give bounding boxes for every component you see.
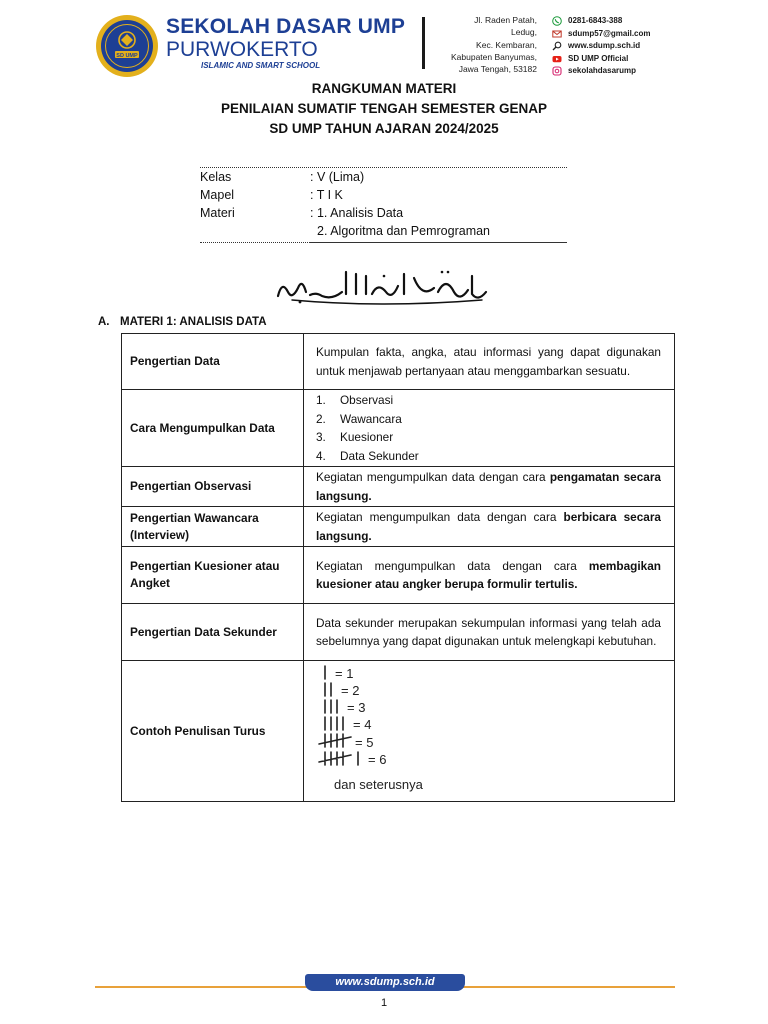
list-number: 1. bbox=[316, 393, 326, 407]
info-value: : 1. Analisis Data bbox=[310, 206, 404, 220]
row-value bbox=[304, 547, 675, 604]
row-value: Data sekunder merupakan sekumpulan informasi yang telah ada sebelumnya yang dapat digunakan untuk melengkapi kebutuhan. bbox=[304, 604, 675, 661]
list-text: Kuesioner bbox=[340, 430, 394, 444]
info-label: Materi bbox=[200, 206, 235, 220]
info-mapel bbox=[200, 188, 343, 202]
row-value: Kumpulan fakta, angka, atau informasi yang dapat digunakan untuk menjawab pertanyaan atau menggambarkan sesuatu. bbox=[304, 334, 675, 390]
table-row bbox=[122, 547, 675, 604]
school-logo bbox=[95, 14, 159, 78]
row-value bbox=[304, 390, 675, 467]
address-line: Ledug, bbox=[511, 27, 537, 38]
row-value bbox=[304, 467, 675, 507]
list-item bbox=[316, 410, 661, 429]
list-item bbox=[316, 428, 661, 447]
contact-text: 0281-6843-388 bbox=[568, 16, 623, 25]
tally-footer: dan seterusnya bbox=[334, 777, 423, 792]
address-line: Kec. Kembaran, bbox=[476, 39, 537, 50]
basmalah-calligraphy bbox=[272, 262, 494, 308]
row-text-bold: berbicara secara langsung. bbox=[316, 510, 661, 543]
info-value: : T I K bbox=[310, 188, 343, 202]
address-line: Jl. Raden Patah, bbox=[474, 15, 537, 25]
contact-email bbox=[552, 28, 651, 41]
tally-label: = 2 bbox=[341, 683, 360, 698]
row-text-bold: pengamatan secara langsung. bbox=[316, 470, 661, 503]
tally-label: = 3 bbox=[347, 700, 366, 715]
info-materi-cont bbox=[317, 224, 490, 238]
row-text-bold: membagikan kuesioner atau angker berupa formulir tertulis. bbox=[316, 558, 661, 591]
table-row bbox=[122, 467, 675, 507]
row-label: Pengertian Wawancara (Interview) bbox=[122, 507, 304, 547]
table-row bbox=[122, 507, 675, 547]
table-row bbox=[122, 661, 675, 802]
contact-phone bbox=[552, 15, 651, 28]
contact-instagram bbox=[552, 65, 651, 78]
table-row bbox=[122, 390, 675, 467]
school-city: PURWOKERTO bbox=[166, 38, 318, 61]
school-name: SEKOLAH DASAR UMP bbox=[166, 15, 406, 38]
contact-text: SD UMP Official bbox=[568, 53, 629, 63]
email-icon bbox=[552, 29, 562, 39]
row-label: Pengertian Data bbox=[122, 334, 304, 390]
row-label: Pengertian Kuesioner atau Angket bbox=[122, 547, 304, 604]
contact-youtube bbox=[552, 53, 651, 66]
info-value: : V (Lima) bbox=[310, 170, 365, 184]
info-bottom-rule bbox=[310, 242, 567, 243]
contact-website bbox=[552, 40, 651, 53]
youtube-icon bbox=[552, 54, 562, 64]
list-number: 3. bbox=[316, 430, 326, 444]
row-text: Kegiatan mengumpulkan data dengan cara bbox=[316, 470, 546, 484]
list-text: Wawancara bbox=[340, 411, 402, 426]
list-number: 2. bbox=[316, 411, 326, 426]
row-value bbox=[304, 507, 675, 547]
row-label: Pengertian Observasi bbox=[122, 467, 304, 507]
info-value: 2. Algoritma dan Pemrograman bbox=[317, 224, 491, 238]
tally-label: = 4 bbox=[353, 717, 372, 732]
logo-text: SD UMP bbox=[116, 53, 138, 59]
list-item bbox=[316, 391, 661, 410]
contact-text: sdump57@gmail.com bbox=[568, 28, 651, 38]
row-text: Kegiatan mengumpulkan data dengan cara bbox=[316, 510, 557, 524]
phone-icon bbox=[552, 16, 562, 26]
doc-title-line3: SD UMP TAHUN AJARAN 2024/2025 bbox=[269, 121, 499, 136]
address-line: Jawa Tengah, 53182 bbox=[458, 64, 537, 75]
info-label: Kelas bbox=[200, 170, 232, 184]
section-title: MATERI 1: ANALISIS DATA bbox=[120, 316, 267, 328]
info-top-rule bbox=[200, 167, 567, 168]
doc-title-line2: PENILAIAN SUMATIF TENGAH SEMESTER GENAP bbox=[220, 101, 548, 116]
address-line: Kabupaten Banyumas, bbox=[450, 51, 537, 62]
list-text: Observasi bbox=[340, 393, 394, 407]
list-item bbox=[316, 447, 661, 466]
tally-marks-illustration bbox=[304, 661, 674, 801]
info-kelas bbox=[200, 170, 364, 184]
school-address bbox=[425, 14, 537, 75]
row-label: Cara Mengumpulkan Data bbox=[122, 390, 304, 467]
page-number: 1 bbox=[380, 997, 388, 1009]
row-text: Kegiatan mengumpulkan data dengan cara bbox=[316, 558, 577, 573]
info-bottom-rule-dotted bbox=[200, 242, 310, 243]
tally-label: = 1 bbox=[335, 666, 354, 681]
contact-text: sekolahdasarump bbox=[568, 66, 637, 75]
tally-label: = 5 bbox=[355, 735, 374, 750]
materi-table bbox=[121, 333, 675, 802]
info-materi bbox=[200, 206, 403, 220]
school-tagline: ISLAMIC AND SMART SCHOOL bbox=[201, 61, 321, 70]
doc-title-line1: RANGKUMAN MATERI bbox=[311, 81, 457, 96]
tally-label: = 6 bbox=[368, 752, 387, 767]
list-number: 4. bbox=[316, 448, 326, 463]
row-label: Pengertian Data Sekunder bbox=[122, 604, 304, 661]
search-icon bbox=[552, 41, 562, 51]
section-letter: A. bbox=[98, 316, 110, 328]
contact-list bbox=[552, 15, 651, 78]
row-label: Contoh Penulisan Turus bbox=[122, 661, 304, 802]
section-heading bbox=[98, 316, 267, 328]
footer-website[interactable]: www.sdump.sch.id bbox=[305, 974, 465, 991]
list-text: Data Sekunder bbox=[340, 448, 419, 463]
instagram-icon bbox=[552, 66, 562, 76]
table-row bbox=[122, 604, 675, 661]
data-collection-list bbox=[316, 391, 661, 465]
info-label: Mapel bbox=[200, 188, 235, 202]
contact-text: www.sdump.sch.id bbox=[568, 41, 641, 50]
row-value bbox=[304, 661, 675, 802]
table-row bbox=[122, 334, 675, 390]
